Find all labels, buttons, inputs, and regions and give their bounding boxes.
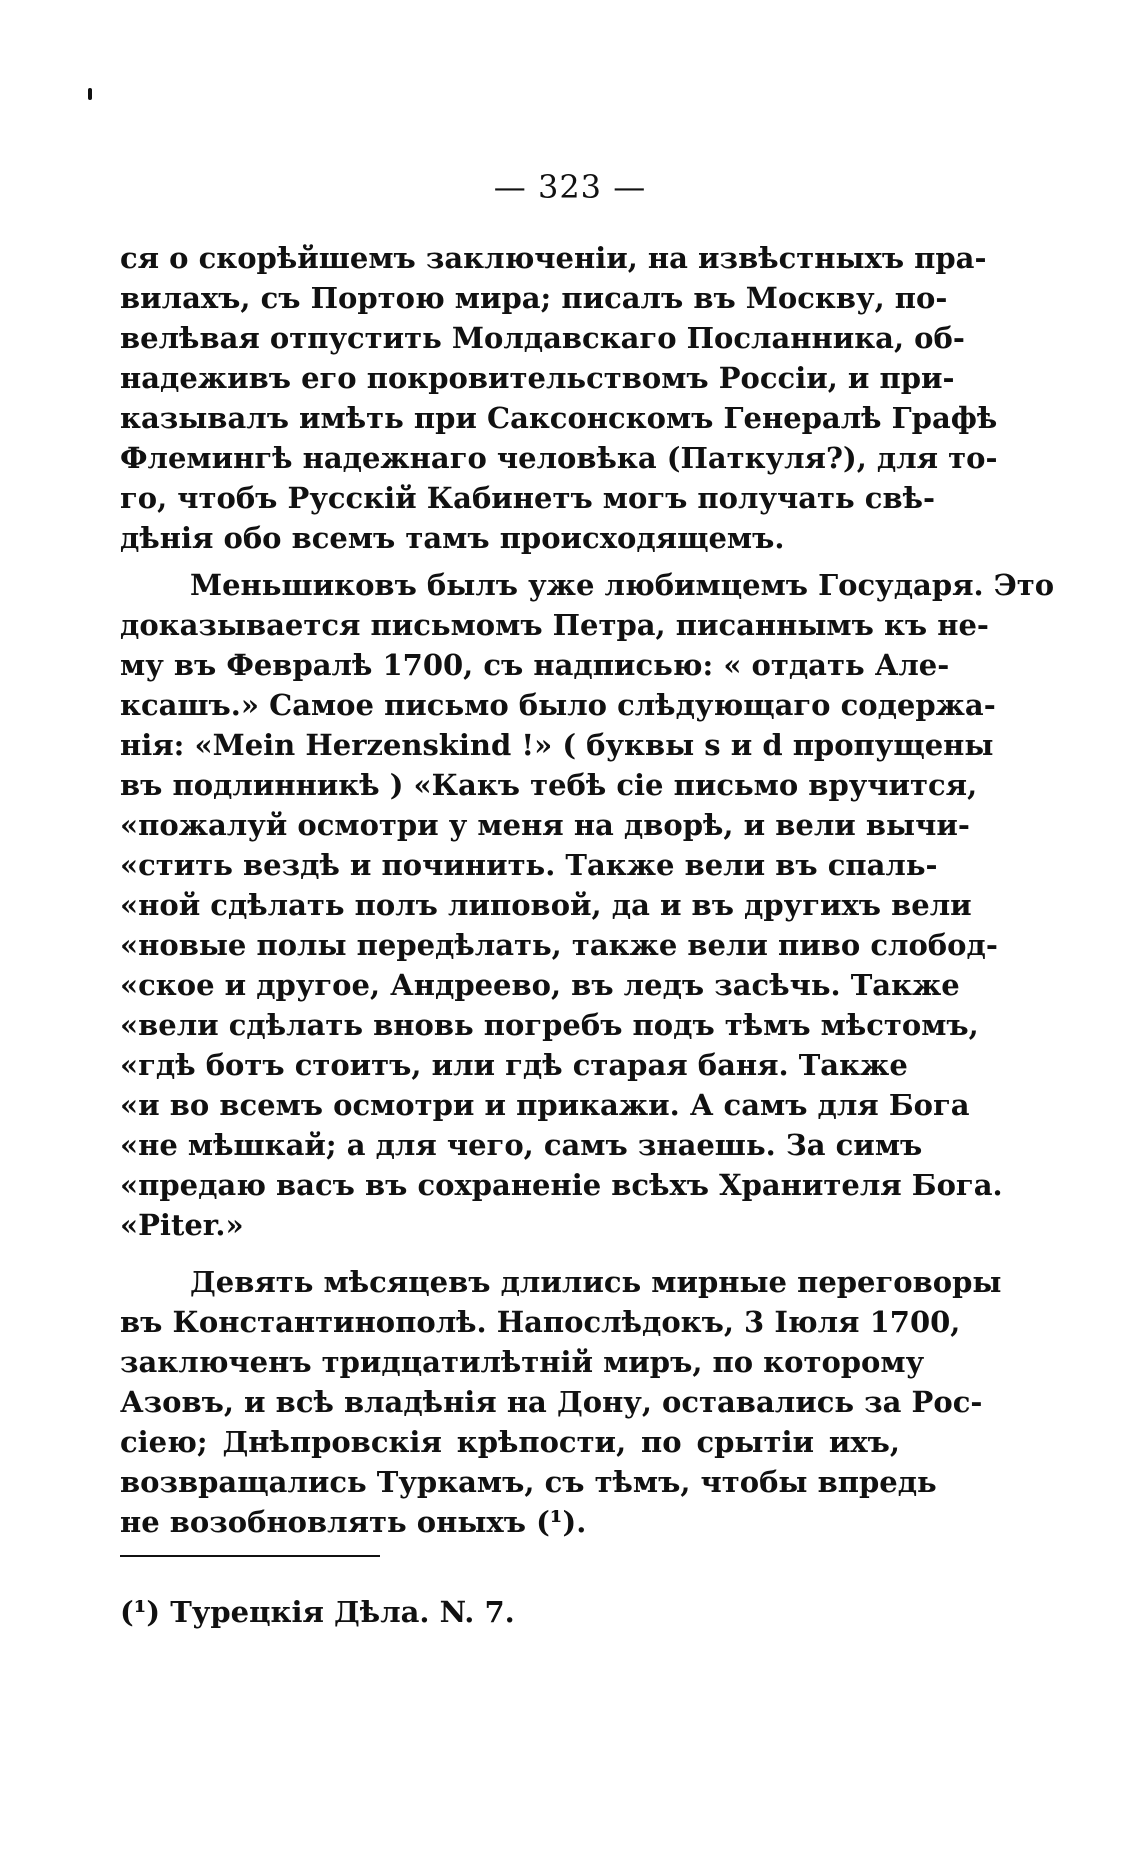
text-line: Меньшиковъ былъ уже любимцемъ Государя. Это bbox=[190, 568, 1055, 602]
ink-speck bbox=[88, 88, 92, 100]
text-line: го, чтобъ Русскiй Кабинетъ могъ получать свѣ- bbox=[120, 481, 936, 515]
text-line: Девять мѣсяцевъ длились мирные переговоры bbox=[190, 1265, 1002, 1299]
text-line: «и во всемъ осмотри и прикажи. А самъ для Бога bbox=[120, 1088, 970, 1122]
text-line: Азовъ, и всѣ владѣнiя на Дону, оставались за Рос- bbox=[120, 1385, 983, 1419]
text-line: въ Константинополѣ. Напослѣдокъ, 3 Iюля 1700, bbox=[120, 1305, 961, 1339]
text-line: «предаю васъ въ сохраненiе всѣхъ Хранителя Бога. bbox=[120, 1168, 1003, 1202]
text-line: «стить вездѣ и починить. Также вели въ спаль- bbox=[120, 848, 938, 882]
text-line: нiя: «Mein Herzenskind !» ( буквы s и d пропущены bbox=[120, 728, 994, 762]
text-line: заключенъ тридцатилѣтнiй миръ, по которому bbox=[120, 1345, 925, 1379]
text-line: велѣвая отпустить Молдавскаго Посланника, об- bbox=[120, 321, 965, 355]
page-number: — 323 — bbox=[493, 168, 647, 206]
text-line: не возобновлять оныхъ (¹). bbox=[120, 1505, 587, 1539]
text-line: дѣнiя обо всемъ тамъ происходящемъ. bbox=[120, 521, 785, 555]
text-line: му въ Февралѣ 1700, съ надписью: « отдать Але- bbox=[120, 648, 950, 682]
footnote: (¹) Турецкiя Дѣла. N. 7. bbox=[120, 1595, 515, 1629]
text-line: «Piter.» bbox=[120, 1208, 244, 1242]
text-line: «ское и другое, Андреево, въ ледъ засѣчь. Также bbox=[120, 968, 960, 1002]
paragraph-2 bbox=[120, 565, 1055, 1245]
text-line: возвращались Туркамъ, съ тѣмъ, чтобы впредь bbox=[120, 1465, 937, 1499]
paragraph-3 bbox=[120, 1262, 1002, 1542]
text-line: казывалъ имѣть при Саксонскомъ Генералѣ Графѣ bbox=[120, 401, 998, 435]
footnote-divider bbox=[120, 1555, 380, 1557]
text-line: Флемингѣ надежнаго человѣка (Паткуля?), для то- bbox=[120, 441, 998, 475]
text-line: ксашъ.» Самое письмо было слѣдующаго содержа- bbox=[120, 688, 996, 722]
text-line: «гдѣ ботъ стоитъ, или гдѣ старая баня. Также bbox=[120, 1048, 908, 1082]
text-line: «пожалуй осмотри у меня на дворѣ, и вели вычи- bbox=[120, 808, 970, 842]
text-line: «вели сдѣлать вновь погребъ подъ тѣмъ мѣстомъ, bbox=[120, 1008, 979, 1042]
text-line: «не мѣшкай; а для чего, самъ знаешь. За симъ bbox=[120, 1128, 923, 1162]
text-line: «ной сдѣлать полъ липовой, да и въ другихъ вели bbox=[120, 888, 972, 922]
text-line: сiею; Днѣпровскiя крѣпости, по срытiи ихъ, bbox=[120, 1425, 900, 1459]
paragraph-1 bbox=[120, 238, 998, 558]
text-line: ся о скорѣйшемъ заключенiи, на извѣстныхъ пра- bbox=[120, 241, 987, 275]
text-line: надеживъ его покровительствомъ Россiи, и при- bbox=[120, 361, 955, 395]
text-line: доказывается письмомъ Петра, писаннымъ къ не- bbox=[120, 608, 989, 642]
text-line: въ подлинникѣ ) «Какъ тебѣ сiе письмо вручится, bbox=[120, 768, 978, 802]
text-line: вилахъ, съ Портою мира; писалъ въ Москву, по- bbox=[120, 281, 948, 315]
text-line: «новые полы передѣлать, также вели пиво слобод- bbox=[120, 928, 998, 962]
